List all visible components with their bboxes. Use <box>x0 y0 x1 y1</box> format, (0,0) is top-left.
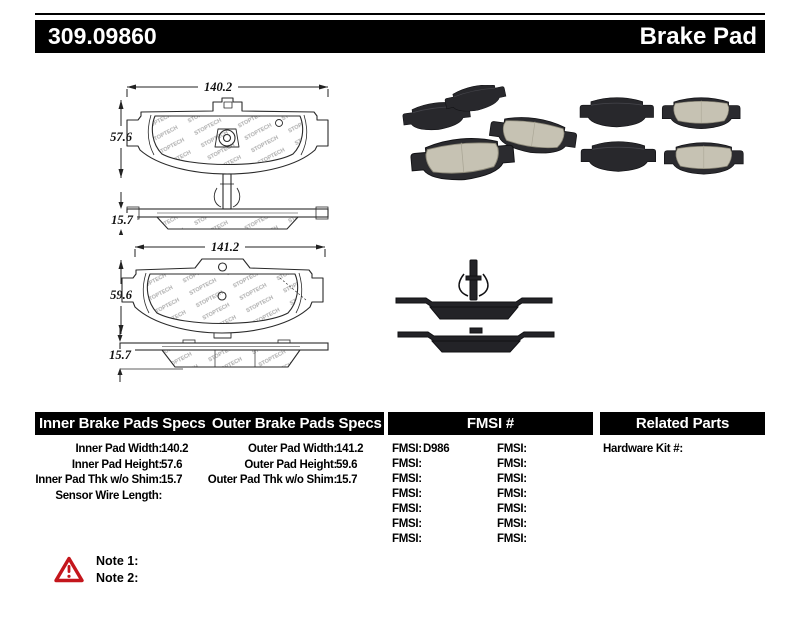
fmsi-label: FMSI: <box>392 488 422 500</box>
product-photos-edge-view <box>388 248 648 360</box>
fmsi-label: FMSI: <box>497 473 527 485</box>
fmsi-label: FMSI: <box>392 458 422 470</box>
brake-pad-photo-angled-set <box>402 85 578 184</box>
spec-label: Sensor Wire Length: <box>55 489 162 502</box>
specs-header-bar <box>35 412 384 435</box>
inner-pad-technical-drawing <box>95 78 355 235</box>
spec-value: 15.7 <box>336 474 358 486</box>
fmsi-label: FMSI: <box>497 443 527 455</box>
note-2-label: Note 2: <box>96 570 139 585</box>
spec-label: Outer Pad Thk w/o Shim: <box>207 474 337 486</box>
edge-view-pad-with-pin <box>396 260 552 319</box>
outer-height-dimension-label: 59.6 <box>110 288 132 302</box>
spec-row <box>210 443 390 459</box>
spec-value: 141.2 <box>336 443 364 455</box>
fmsi-label: FMSI: <box>392 443 422 455</box>
fmsi-row <box>388 458 593 473</box>
edge-view-pad-plain <box>398 328 554 352</box>
fmsi-value: D986 <box>423 443 450 455</box>
warning-icon <box>54 556 84 583</box>
fmsi-row <box>388 473 593 488</box>
spec-value: 59.6 <box>336 458 358 471</box>
related-parts-column <box>600 443 765 458</box>
fmsi-column <box>388 443 593 548</box>
spec-row <box>35 459 215 475</box>
outer-pad-front-view <box>122 259 323 338</box>
inner-specs-header: Inner Brake Pads Specs <box>38 415 206 432</box>
fmsi-label: FMSI: <box>497 518 527 530</box>
brake-pad-photo-grid-set <box>580 98 743 174</box>
spec-label: Outer Pad Width: <box>247 443 337 455</box>
fmsi-label: FMSI: <box>392 518 422 530</box>
note-1-label: Note 1: <box>96 554 139 568</box>
inner-thickness-dimension-label: 15.7 <box>111 213 133 227</box>
spec-row <box>35 474 215 490</box>
fmsi-label: FMSI: <box>392 533 422 545</box>
outer-width-dimension-label: 141.2 <box>210 240 240 254</box>
title-bar <box>35 20 765 53</box>
fmsi-row <box>388 518 593 533</box>
related-parts-header: Related Parts <box>635 415 730 432</box>
spec-row <box>207 474 390 490</box>
spec-label: Inner Pad Height: <box>71 458 162 471</box>
spec-value: 15.7 <box>161 474 183 486</box>
part-number: 309.09860 <box>48 23 157 49</box>
fmsi-label: FMSI: <box>497 488 527 500</box>
fmsi-header: FMSI # <box>466 415 515 432</box>
spec-row <box>210 459 390 475</box>
fmsi-label: FMSI: <box>392 503 422 515</box>
outer-specs-column <box>207 443 390 490</box>
related-parts-header-bar <box>600 412 765 435</box>
hardware-kit-label: Hardware Kit #: <box>603 443 683 455</box>
top-rule <box>35 13 765 15</box>
product-title: Brake Pad <box>639 22 757 50</box>
spec-row <box>35 443 215 459</box>
product-photos-top <box>388 85 768 205</box>
fmsi-label: FMSI: <box>392 473 422 485</box>
outer-thickness-dimension-label: 15.7 <box>109 348 131 362</box>
spec-label: Inner Pad Thk w/o Shim: <box>35 474 162 486</box>
outer-pad-side-view <box>120 340 328 369</box>
spec-value: 57.6 <box>161 458 183 471</box>
fmsi-row <box>388 533 593 548</box>
inner-pad-side-view <box>127 174 328 229</box>
spec-row <box>35 490 215 506</box>
related-parts-row <box>600 443 765 458</box>
fmsi-header-bar <box>388 412 593 435</box>
spec-value: 140.2 <box>161 443 189 455</box>
outer-pad-technical-drawing <box>95 238 355 385</box>
outer-specs-header: Outer Brake Pads Specs <box>211 415 382 432</box>
spec-label: Inner Pad Width: <box>75 443 162 455</box>
fmsi-label: FMSI: <box>497 533 527 545</box>
spec-label: Outer Pad Height: <box>244 458 337 471</box>
inner-pad-front-view <box>127 98 328 174</box>
inner-specs-column <box>35 443 215 505</box>
fmsi-label: FMSI: <box>497 503 527 515</box>
fmsi-row <box>388 443 593 458</box>
inner-height-dimension-label: 57.6 <box>110 130 132 144</box>
fmsi-label: FMSI: <box>497 458 527 470</box>
fmsi-row <box>388 503 593 518</box>
inner-width-dimension-label: 140.2 <box>203 80 233 94</box>
fmsi-row <box>388 488 593 503</box>
